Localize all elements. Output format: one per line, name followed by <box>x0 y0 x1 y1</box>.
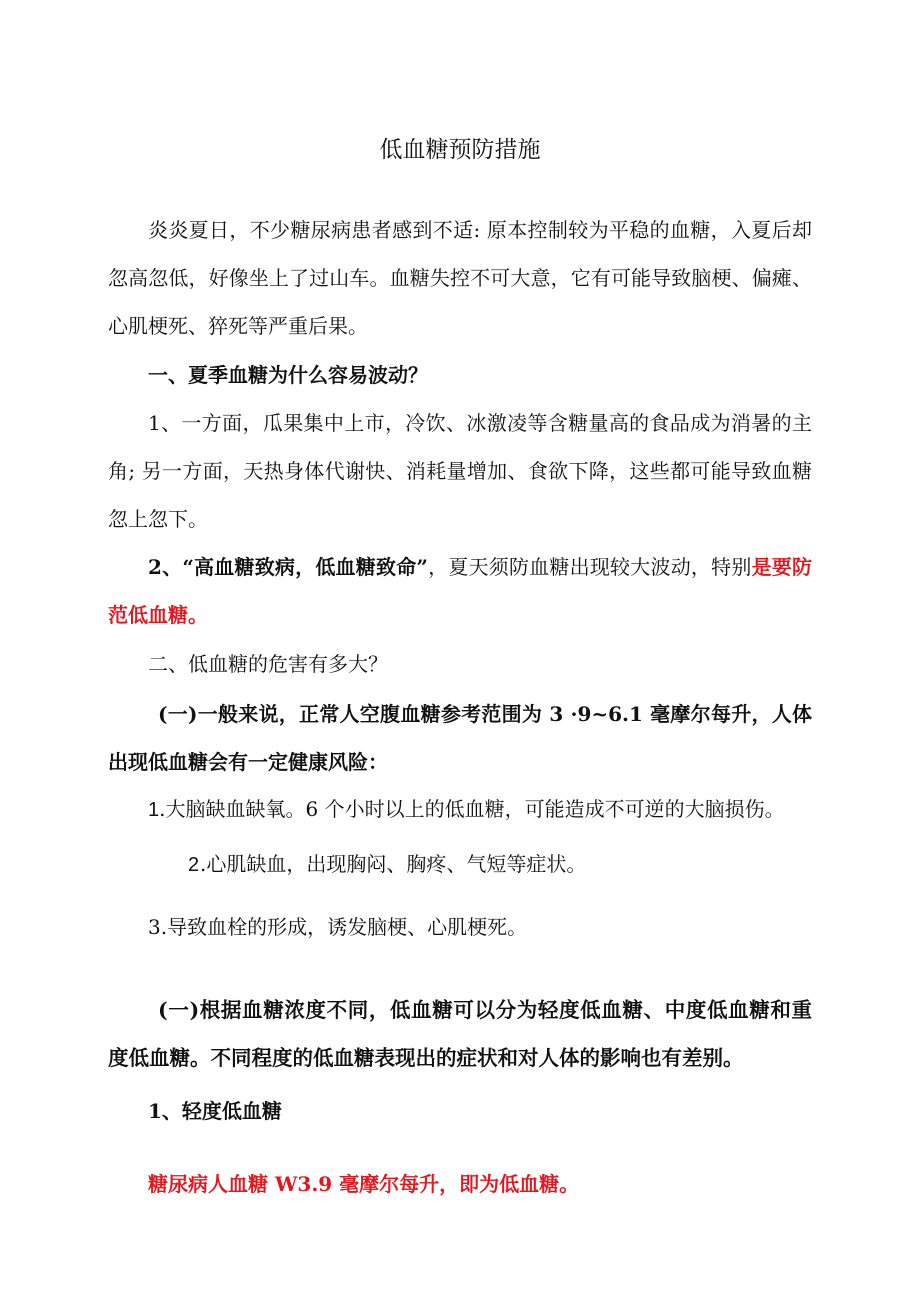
document-title: 低血糖预防措施 <box>379 137 541 163</box>
item2-red: 是要防范低血糖。 <box>108 555 812 627</box>
harm2-line <box>108 840 812 889</box>
harm1-text: .大脑缺血缺氧。6 个小时以上的低血糖，可能造成不可逆的大脑损伤。 <box>159 797 785 821</box>
item1-paragraph: 1、一方面，瓜果集中上市，冷饮、冰激凌等含糖量高的食品成为消暑的主角; 另一方面，天热身体代谢快、消耗量增加、食欲下降，这些都可能导致血糖忽上忽下。 <box>108 411 812 531</box>
intro-paragraph: 炎炎夏日，不少糖尿病患者感到不适: 原本控制较为平稳的血糖，入夏后却忽高忽低，好像坐上了过山车。血糖失控不可大意，它有可能导致脑梗、偏瘫、心肌梗死、猝死等严重后果。 <box>108 218 812 338</box>
item2-normal: ，夏天须防血糖出现较大波动，特别 <box>427 555 752 579</box>
item2-bold: 2、“高血糖致病，低血糖致命” <box>148 555 428 579</box>
harm2-number: 2 <box>188 854 200 876</box>
item2-paragraph <box>108 543 812 639</box>
sub1-paragraph: (一)一般来说，正常人空腹血糖参考范围为 3 ·9~6.1 毫摩尔每升，人体出现低血糖会有一定健康风险： <box>108 702 812 774</box>
harm1-line <box>108 785 812 834</box>
harm3-line: 3.导致血栓的形成，诱发脑梗、心肌梗死。 <box>148 915 528 939</box>
harm1-number: 1 <box>148 799 160 821</box>
sub2-paragraph: (一)根据血糖浓度不同，低血糖可以分为轻度低血糖、中度低血糖和重度低血糖。不同程度的低血糖表现出的症状和对人体的影响也有差别。 <box>108 998 812 1070</box>
level1-heading: 1、轻度低血糖 <box>148 1099 282 1123</box>
section1-heading: 一、夏季血糖为什么容易波动？ <box>148 363 428 387</box>
section2-heading: 二、低血糖的危害有多大？ <box>148 652 388 676</box>
level1-red-line: 糖尿病人血糖 W3.9 毫摩尔每升，即为低血糖。 <box>148 1172 580 1196</box>
harm2-text: .心肌缺血，出现胸闷、胸疼、气短等症状。 <box>200 852 587 876</box>
